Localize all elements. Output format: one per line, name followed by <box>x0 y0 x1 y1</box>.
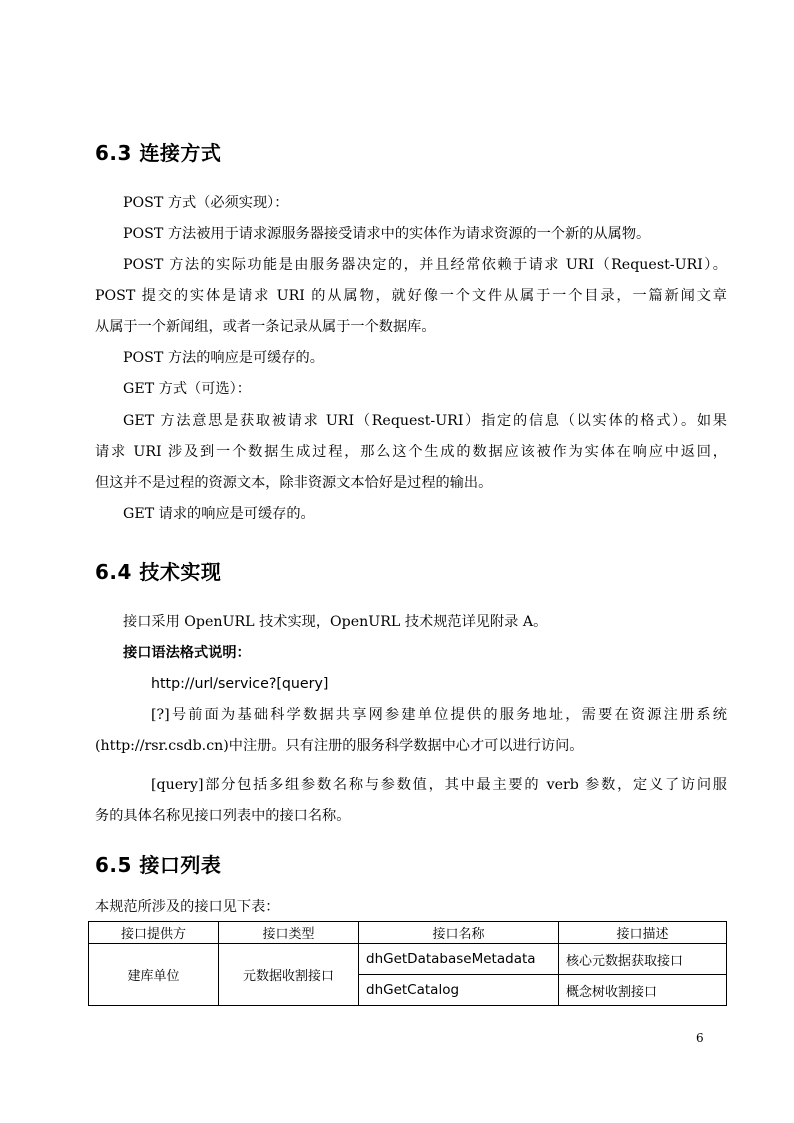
paragraph-line: GET 方法意思是获取被请求 URI（Request-URI）指定的信息（以实体的格式）。如果 <box>123 413 727 429</box>
table-header-cell: 接口描述 <box>559 922 727 944</box>
table-header-row <box>89 922 727 944</box>
provider-cell: 建库单位 <box>89 944 219 1006</box>
page-number: 6 <box>696 1031 704 1045</box>
paragraph: POST 方法的响应是可缓存的。 <box>123 350 324 366</box>
section-heading-6-3: 6.3 连接方式 <box>95 141 222 165</box>
interface-table <box>88 921 727 1006</box>
paragraph: GET 请求的响应是可缓存的。 <box>123 506 315 522</box>
paragraph-line: 务的具体名称见接口列表中的接口名称。 <box>95 808 351 824</box>
paragraph-line: POST 方法的实际功能是由服务器决定的，并且经常依赖于请求 URI（Request-URI）。 <box>123 257 727 273</box>
interface-desc-cell: 概念树收割接口 <box>559 975 727 1006</box>
section-heading-6-5: 6.5 接口列表 <box>95 853 222 877</box>
interface-name-cell: dhGetDatabaseMetadata <box>359 944 559 975</box>
table-header-cell: 接口类型 <box>219 922 359 944</box>
table-header-cell: 接口名称 <box>359 922 559 944</box>
section-heading-6-4: 6.4 技术实现 <box>95 560 222 584</box>
paragraph-line: POST 提交的实体是请求 URI 的从属物，就好像一个文件从属于一个目录，一篇新闻文章 <box>95 288 727 304</box>
paragraph-line: 但这并不是过程的资源文本，除非资源文本恰好是过程的输出。 <box>95 475 493 491</box>
paragraph: POST 方法被用于请求源服务器接受请求中的实体作为请求资源的一个新的从属物。 <box>123 226 651 242</box>
type-cell: 元数据收割接口 <box>219 944 359 1006</box>
paragraph-line: 从属于一个新闻组，或者一条记录从属于一个数据库。 <box>95 319 436 335</box>
table-intro: 本规范所涉及的接口见下表： <box>95 899 280 915</box>
url-syntax: http://url/service?[query] <box>151 676 329 692</box>
paragraph-line: 请求 URI 涉及到一个数据生成过程，那么这个生成的数据应该被作为实体在响应中返回， <box>95 444 727 460</box>
bold-label: 接口语法格式说明： <box>123 645 251 661</box>
paragraph: 接口采用 OpenURL 技术实现，OpenURL 技术规范详见附录 A。 <box>123 614 548 630</box>
paragraph: GET 方式（可选）： <box>123 381 251 397</box>
paragraph: POST 方式（必须实现）： <box>123 195 289 211</box>
interface-name-cell: dhGetCatalog <box>359 975 559 1006</box>
table-header-cell: 接口提供方 <box>89 922 219 944</box>
interface-desc-cell: 核心元数据获取接口 <box>559 944 727 975</box>
paragraph-line: (http://rsr.csdb.cn)中注册。只有注册的服务科学数据中心才可以进行访问。 <box>95 738 584 754</box>
paragraph-line: [query]部分包括多组参数名称与参数值，其中最主要的 verb 参数，定义了访问服 <box>151 777 727 793</box>
paragraph-line: [?]号前面为基础科学数据共享网参建单位提供的服务地址，需要在资源注册系统 <box>151 707 727 723</box>
table-row <box>89 944 727 975</box>
